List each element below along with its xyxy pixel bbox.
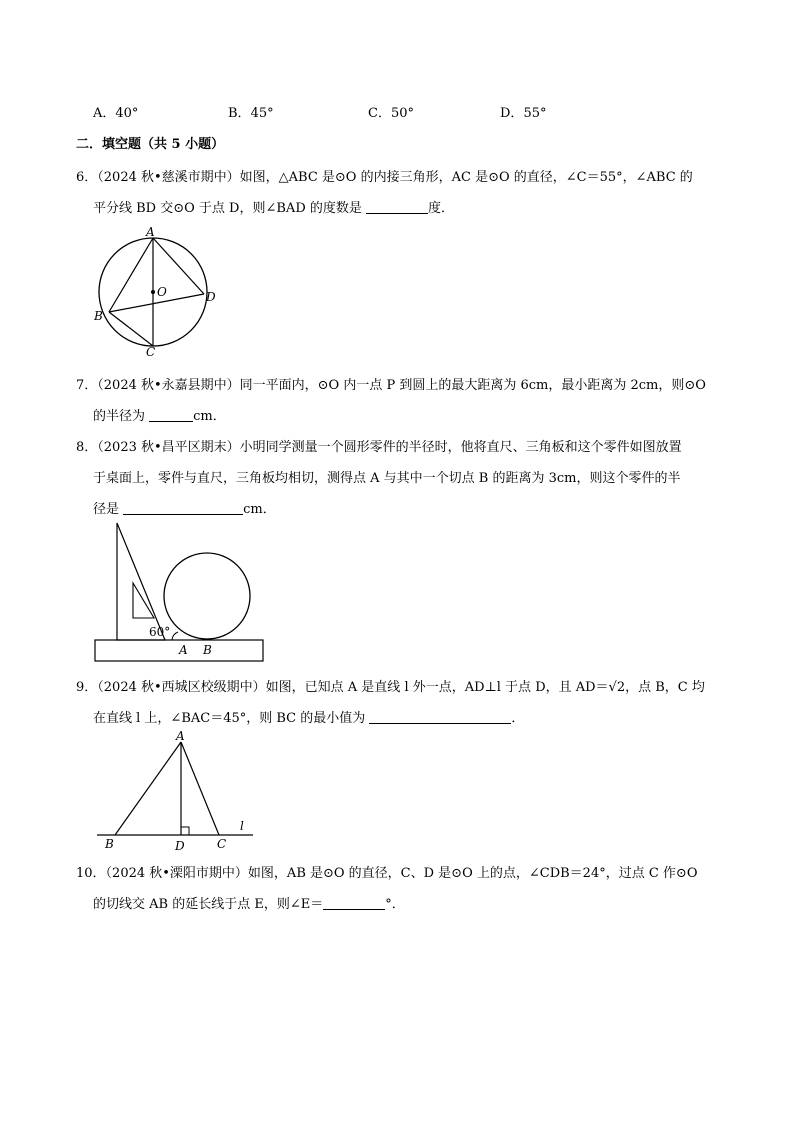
choice-b: B．45° (228, 106, 274, 121)
q10-line1: 10．（2024 秋•溧阳市期中）如图，AB 是⊙O 的直径，C、D 是⊙O 上的点，∠CDB＝24°，过点 C 作⊙O (76, 866, 698, 881)
q6-label-c: C (146, 345, 156, 359)
q10-answer-blank[interactable] (323, 897, 385, 910)
q6-label-b: B (94, 309, 103, 323)
q6-label-d: D (206, 290, 216, 304)
q9-label-a: A (176, 729, 185, 743)
q7-line1: 7．（2024 秋•永嘉县期中）同一平面内，⊙O 内一点 P 到圆上的最大距离为 6cm，最小距离为 2cm，则⊙O (76, 378, 706, 393)
q9-triangle-figure (93, 728, 263, 853)
q8-label-b: B (203, 643, 212, 657)
q6-line1: 6．（2024 秋•慈溪市期中）如图，△ABC 是⊙O 的内接三角形，AC 是⊙O 的直径，∠C＝55°，∠ABC 的 (76, 170, 693, 185)
q8-angle-label: 60° (149, 625, 171, 639)
q8-label-a: A (179, 643, 188, 657)
q6-label-o: O (157, 285, 167, 299)
q8-answer-blank[interactable] (123, 502, 243, 515)
q9-line1: 9．（2024 秋•西城区校级期中）如图，已知点 A 是直线 l 外一点，AD⊥l 于点 D，且 AD＝√2，点 B，C 均 (76, 680, 705, 695)
q6-label-a: A (146, 225, 155, 239)
q9-answer-blank[interactable] (369, 711, 511, 724)
q10-line2: 的切线交 AB 的延长线于点 E，则∠E＝ °． (93, 897, 405, 912)
choice-a: A．40° (93, 106, 139, 121)
choice-d: D．55° (500, 106, 547, 121)
q8-line2: 于桌面上，零件与直尺，三角板均相切，测得点 A 与其中一个切点 B 的距离为 3cm，则这个零件的半 (93, 471, 681, 486)
q9-label-d: D (175, 839, 185, 853)
q6-answer-blank[interactable] (366, 201, 428, 214)
q9-label-b: B (105, 837, 114, 851)
q6-circle-figure (90, 222, 240, 362)
section-title: 二．填空题（共 5 小题） (76, 137, 225, 152)
q8-line3: 径是 cm． (93, 502, 276, 517)
choice-c: C．50° (368, 106, 414, 121)
q9-label-c: C (217, 837, 227, 851)
q7-line2: 的半径为 cm． (93, 409, 226, 424)
q9-label-l: l (240, 819, 244, 833)
q8-ruler-figure (93, 520, 273, 665)
q8-line1: 8．（2023 秋•昌平区期末）小明同学测量一个圆形零件的半径时，他将直尺、三角板和这个零件如图放置 (76, 440, 682, 455)
q7-answer-blank[interactable] (149, 409, 193, 422)
q9-line2: 在直线 l 上，∠BAC＝45°，则 BC 的最小值为 ． (93, 711, 525, 726)
q6-line2: 平分线 BD 交⊙O 于点 D，则∠BAD 的度数是 度． (93, 201, 455, 216)
